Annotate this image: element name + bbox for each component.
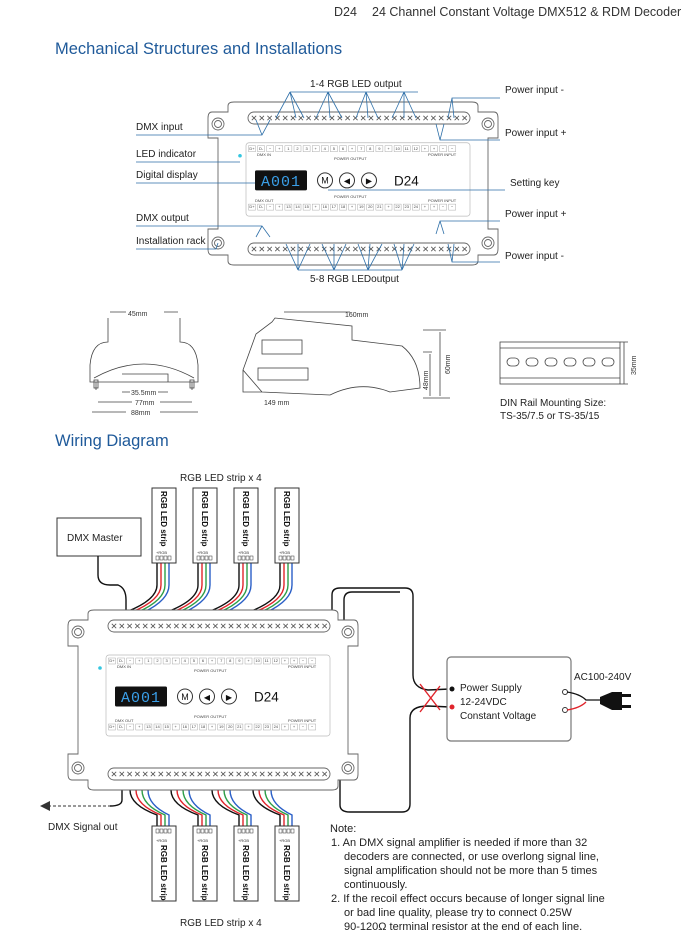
terminal-label: +: [138, 724, 141, 729]
terminal-label: 19: [358, 204, 364, 210]
terminal-label: +: [247, 658, 250, 663]
controller-wiring-view: [68, 610, 358, 790]
m-button-label: M: [181, 691, 189, 702]
strip-pins: +RGB: [156, 550, 168, 555]
terminal-label: +: [247, 724, 250, 729]
terminal-label: 2: [156, 658, 159, 663]
terminal-label: +: [423, 145, 427, 151]
terminal-label: −: [311, 724, 314, 729]
terminal-label: −: [301, 724, 305, 729]
terminal-label: 15: [164, 724, 169, 729]
arrow-left-icon: [40, 801, 50, 811]
led-indicator: [238, 154, 242, 158]
controller-top-view: [208, 102, 498, 265]
label-dmx-output: DMX output: [136, 213, 189, 224]
dim-35mm: 35mm: [631, 355, 638, 375]
terminal-label: +: [432, 204, 436, 210]
strip-label: RGB LED strip: [282, 491, 291, 547]
terminal-label: 24: [273, 724, 279, 729]
terminal-label: 13: [146, 724, 151, 729]
strip-label: RGB LED strip: [159, 845, 168, 901]
note-line: continuously.: [344, 879, 408, 891]
strip-label: RGB LED strip: [241, 845, 250, 901]
rail-slot: [583, 358, 595, 366]
label-top-output: 1-4 RGB LED output: [310, 79, 402, 90]
power-supply-label: Power Supply: [460, 683, 522, 694]
terminal-label: D+: [249, 145, 255, 151]
label-bottom-output: 5-8 RGB LEDoutput: [310, 274, 399, 285]
terminal-label: 23: [264, 724, 269, 729]
terminal-label: 24: [413, 204, 419, 210]
terminal-label: 18: [200, 724, 206, 729]
strip-pins: +RGB: [156, 838, 168, 843]
terminal-label: 9: [238, 658, 241, 663]
display-value: A001: [120, 690, 162, 707]
iso-view-drawing: [243, 312, 452, 407]
mechanical-title: Mechanical Structures and Installations: [55, 40, 343, 58]
panel-label-power-input: POWER INPUT: [428, 151, 457, 157]
terminal-label: 7: [220, 658, 223, 663]
dmx-master-label: DMX Master: [67, 533, 123, 544]
terminal-label: +: [283, 724, 287, 729]
terminal-label: 10: [395, 145, 400, 151]
panel-label-power-input: POWER INPUT: [428, 198, 457, 204]
terminal-label: 12: [413, 145, 419, 151]
terminal-label: 2: [296, 145, 299, 151]
right-button-label: ▶: [225, 692, 233, 702]
rail-slot: [526, 358, 538, 366]
terminal-label: +: [432, 145, 436, 151]
terminal-label: +: [350, 145, 354, 151]
label-power-input-plus-top: Power input +: [505, 128, 567, 139]
terminal-label: +: [423, 204, 427, 210]
terminal-label: D+: [109, 658, 115, 663]
terminal-strip: [108, 768, 330, 780]
terminal-label: D+: [109, 724, 115, 729]
led-indicator: [98, 666, 102, 670]
label-digital-display: Digital display: [136, 170, 198, 181]
terminal-label: 3: [305, 145, 308, 151]
note-line: decoders are connected, or use overlong signal line,: [344, 851, 599, 863]
ac-plug-icon: [600, 692, 631, 710]
terminal-label: 8: [369, 145, 372, 151]
terminal-label: 22: [395, 204, 400, 210]
note-line: 90-120Ω terminal resistor at the end of each line.: [344, 921, 583, 933]
label-power-input-minus-bottom: Power input -: [505, 251, 564, 262]
terminal-label: 5: [192, 658, 196, 663]
terminal-label: D+: [249, 204, 255, 210]
terminal-label: −: [441, 204, 445, 210]
terminal-label: 17: [191, 724, 197, 729]
strip-pins: +RGB: [197, 550, 209, 555]
terminal-strip: [108, 620, 330, 632]
display-value: A001: [260, 173, 302, 191]
strip-pins: +RGB: [279, 838, 291, 843]
terminal-label: −: [129, 658, 132, 663]
strip-label: RGB LED strip: [159, 491, 168, 547]
header-title: 24 Channel Constant Voltage DMX512 & RDM Decoder: [372, 5, 682, 19]
led-strip: [275, 826, 299, 901]
terminal-label: −: [269, 145, 272, 151]
label-led-indicator: LED indicator: [136, 149, 197, 160]
label-setting-key: Setting key: [510, 178, 560, 189]
terminal-label: +: [210, 724, 214, 729]
terminal-label: 17: [331, 204, 337, 210]
notes: [330, 823, 605, 933]
panel-label-power-output: POWER OUTPUT: [334, 194, 367, 200]
terminal-label: 21: [237, 724, 242, 729]
terminal-label: 8: [229, 658, 232, 663]
terminal-label: 4: [183, 658, 186, 663]
note-line: 2. If the recoil effect occurs because of longer signal line: [331, 893, 605, 905]
dim-88mm: 88mm: [131, 410, 151, 417]
strip-label: RGB LED strip: [241, 491, 250, 547]
terminal-label: 6: [201, 658, 205, 663]
strip-pins: +RGB: [279, 550, 291, 555]
terminal-label: +: [210, 658, 214, 663]
terminal-label: 12: [273, 658, 279, 663]
left-button-label: ◀: [203, 692, 211, 702]
note-line: or bad line quality, please try to connect 0.25W: [344, 907, 572, 919]
terminal-label: 11: [264, 658, 269, 663]
dim-35-5mm: 35.5mm: [131, 390, 157, 397]
terminal-label: −: [269, 204, 272, 210]
terminal-label: −: [451, 204, 454, 210]
panel-label-power-input: POWER INPUT: [288, 718, 317, 723]
terminal-label: +: [314, 145, 317, 151]
strip-label: RGB LED strip: [200, 491, 209, 547]
dim-77mm: 77mm: [135, 400, 155, 407]
led-strip: [234, 826, 258, 901]
terminal-label: −: [301, 658, 305, 663]
terminal-label: 9: [378, 145, 381, 151]
model-label: D24: [394, 173, 419, 189]
terminal-label: +: [138, 658, 141, 663]
model-label: D24: [254, 689, 279, 705]
panel-label-dmx-out: DMX OUT: [115, 718, 134, 723]
panel-label-power-output: POWER OUTPUT: [334, 155, 367, 161]
din-rail-size-values: TS-35/7.5 or TS-35/15: [500, 411, 600, 422]
ac-input-label: AC100-240V: [574, 672, 632, 683]
terminal-label: 11: [404, 145, 409, 151]
led-strip: [193, 488, 217, 563]
m-button-label: M: [321, 175, 329, 186]
terminal-label: −: [441, 145, 445, 151]
terminal-label: 6: [341, 145, 345, 151]
terminal-label: +: [174, 724, 177, 729]
terminal-strip: [248, 243, 470, 255]
panel-label-dmx-out: DMX OUT: [255, 198, 274, 204]
terminal-label: 16: [322, 204, 328, 210]
notes-title: Note:: [330, 823, 357, 835]
terminal-label: 19: [218, 724, 224, 729]
dim-60mm: 60mm: [445, 354, 452, 374]
terminal-label: +: [278, 145, 281, 151]
terminal-label: 10: [255, 658, 260, 663]
din-rail-size-label: DIN Rail Mounting Size:: [500, 398, 607, 409]
terminal-label: +: [387, 204, 390, 210]
panel-label-power-output: POWER OUTPUT: [194, 714, 227, 719]
note-line: 1. An DMX signal amplifier is needed if more than 32: [331, 837, 588, 849]
terminal-label: 14: [295, 204, 300, 210]
terminal-label: +: [174, 658, 177, 663]
terminal-label: +: [314, 204, 317, 210]
rail-slot: [564, 358, 576, 366]
terminal-label: −: [129, 724, 132, 729]
terminal-label: +: [387, 145, 390, 151]
din-rail-drawing: [500, 342, 638, 422]
power-supply-type: Constant Voltage: [460, 711, 537, 722]
terminal-label: 14: [155, 724, 160, 729]
wiring-title: Wiring Diagram: [55, 432, 169, 450]
strip-group-label-bottom: RGB LED strip x 4: [180, 918, 262, 929]
terminal-label: D-: [258, 204, 264, 210]
terminal-label: 15: [304, 204, 309, 210]
terminal-label: 20: [228, 724, 233, 729]
terminal-label: 1: [287, 145, 290, 151]
terminal-label: 21: [377, 204, 382, 210]
panel-label-dmx-in: DMX IN: [117, 664, 131, 669]
terminal-label: 3: [165, 658, 168, 663]
panel-label-dmx-in: DMX IN: [257, 151, 271, 157]
led-strip: [234, 488, 258, 563]
terminal-label: −: [311, 658, 314, 663]
led-strip: [152, 826, 176, 901]
dim-149mm: 149 mm: [264, 400, 290, 407]
terminal-label: 23: [404, 204, 409, 210]
header-model: D24: [334, 5, 357, 19]
strip-group-label-top: RGB LED strip x 4: [180, 473, 262, 484]
terminal-label: 18: [340, 204, 346, 210]
terminal-label: D-: [118, 724, 124, 729]
terminal-label: +: [292, 724, 296, 729]
terminal-label: 1: [147, 658, 150, 663]
terminal-label: 7: [360, 145, 363, 151]
led-strip: [193, 826, 217, 901]
strip-label: RGB LED strip: [200, 845, 209, 901]
led-strip: [275, 488, 299, 563]
strip-pins: +RGB: [197, 838, 209, 843]
dim-45mm: 45mm: [128, 311, 148, 318]
terminal-label: 5: [332, 145, 336, 151]
strip-label: RGB LED strip: [282, 845, 291, 901]
power-supply-voltage: 12-24VDC: [460, 697, 507, 708]
note-line: signal amplification should not be more than 5 times: [344, 865, 598, 877]
terminal-label: −: [451, 145, 454, 151]
terminal-label: D-: [118, 658, 124, 663]
dmx-signal-out-label: DMX Signal out: [48, 822, 118, 833]
terminal-label: +: [292, 658, 296, 663]
terminal-label: +: [283, 658, 287, 663]
terminal-label: D-: [258, 145, 264, 151]
terminal-label: 16: [182, 724, 188, 729]
terminal-label: 13: [286, 204, 291, 210]
terminal-label: 20: [368, 204, 373, 210]
label-dmx-input: DMX input: [136, 122, 183, 133]
label-installation-rack: Installation rack: [136, 236, 206, 247]
terminal-label: +: [350, 204, 354, 210]
rail-slot: [507, 358, 519, 366]
dim-160mm: 160mm: [345, 312, 369, 319]
dim-48mm: 48mm: [423, 370, 430, 390]
terminal-label: +: [278, 204, 281, 210]
terminal-label: 4: [323, 145, 326, 151]
label-power-input-minus-top: Power input -: [505, 85, 564, 96]
strip-pins: +RGB: [238, 838, 250, 843]
rail-slot: [602, 358, 614, 366]
right-button-label: ▶: [365, 176, 373, 186]
panel-label-power-input: POWER INPUT: [288, 664, 317, 669]
rail-slot: [545, 358, 557, 366]
terminal-strip: [248, 112, 470, 124]
side-view-drawing: [90, 311, 198, 417]
left-button-label: ◀: [343, 176, 351, 186]
strip-pins: +RGB: [238, 550, 250, 555]
terminal-label: 22: [255, 724, 260, 729]
label-power-input-plus-bottom: Power input +: [505, 209, 567, 220]
panel-label-power-output: POWER OUTPUT: [194, 668, 227, 673]
led-strip: [152, 488, 176, 563]
